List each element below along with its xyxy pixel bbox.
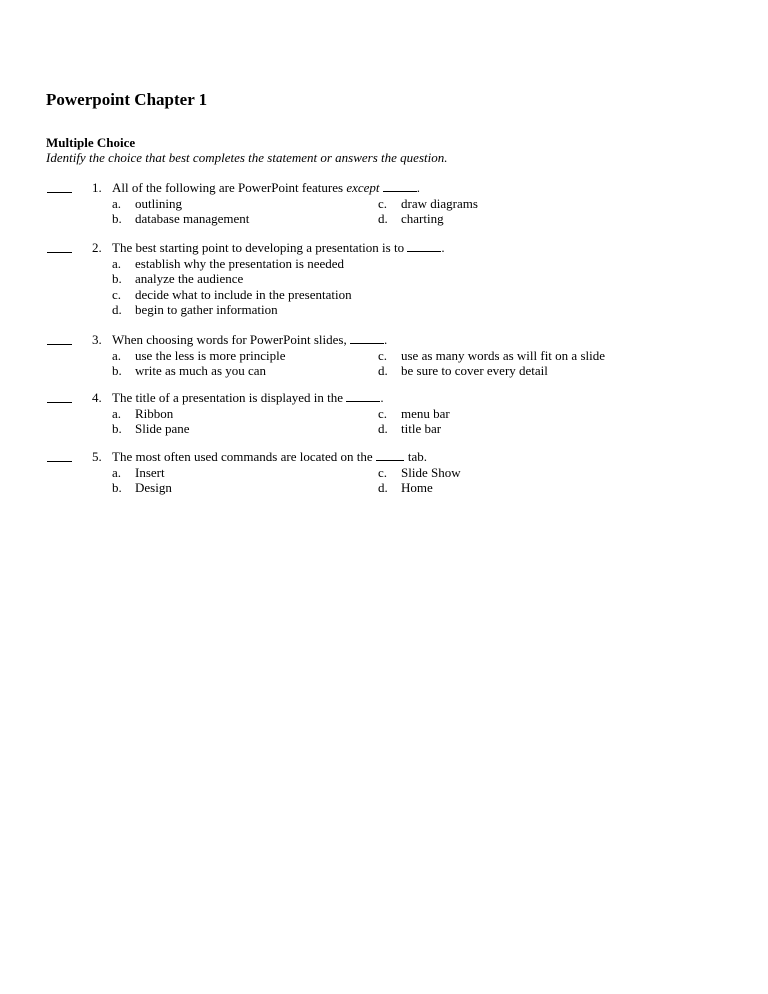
question-number: 3. [92, 332, 102, 347]
question-number: 1. [92, 180, 102, 195]
answer-blank[interactable] [47, 344, 72, 345]
section-heading: Multiple Choice [46, 135, 136, 150]
question-number: 4. [92, 390, 102, 405]
question-stem: The most often used commands are located on the tab. [112, 449, 428, 464]
answer-blank[interactable] [47, 461, 72, 462]
question-stem: The best starting point to developing a presentation is to . [112, 240, 445, 255]
instructions-text: Identify the choice that best completes the statement or answers the question. [46, 150, 448, 165]
document-title: Powerpoint Chapter 1 [46, 90, 208, 109]
question-stem: When choosing words for PowerPoint slides, . [112, 332, 388, 347]
fill-in-blank [383, 180, 417, 192]
question-number: 5. [92, 449, 102, 464]
question-stem: All of the following are PowerPoint features except . [112, 180, 421, 195]
exam-page: Powerpoint Chapter 1 Multiple Choice Identify the choice that best completes the statement or answers the question. 1. All of the following are PowerPoint features except . a. outlining b. database management c. draw diagrams d. charting 2. The best starting point to developing a presentation is to . a. establish why the presentation is needed b. analyze the audience c. decide what to include in the presentation d. begin to gather information 3. When choosing words for PowerPoint slides, . a. use the less is more principle b. write as much as you can c. use as many words as will fit on a slide d. be sure to cover every detail 4. The title of a presentation is displayed in the . a. Ribbon b. Slide pane c. menu bar d. title bar 5. The most often used commands are located on the tab. a. Insert b. Design c. Slide Show d. Home [46, 90, 605, 495]
fill-in-blank [376, 449, 404, 461]
answer-blank[interactable] [47, 192, 72, 193]
stem-emphasis: except [346, 180, 380, 195]
question-stem: The title of a presentation is displayed in the . [112, 390, 384, 405]
answer-blank[interactable] [47, 252, 72, 253]
fill-in-blank [407, 240, 441, 252]
question-number: 2. [92, 240, 102, 255]
fill-in-blank [346, 390, 380, 402]
fill-in-blank [350, 332, 384, 344]
answer-blank[interactable] [47, 402, 72, 403]
